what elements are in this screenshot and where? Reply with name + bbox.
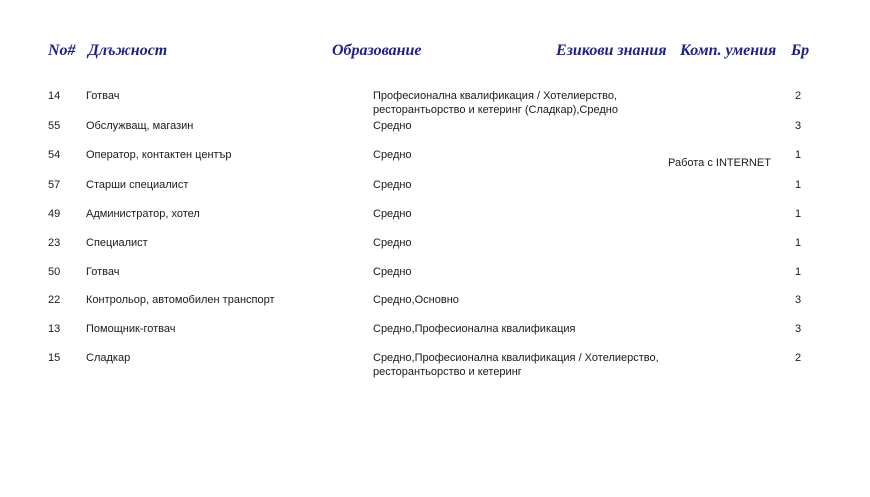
- cell-no: 54: [48, 149, 61, 161]
- cell-count: 1: [795, 237, 802, 249]
- cell-count: 1: [795, 149, 802, 161]
- cell-education: Средно,Професионална квалификация / Хотелиерство, ресторантьорство и кетеринг: [373, 352, 659, 378]
- cell-position: Специалист: [86, 237, 148, 249]
- cell-no: 15: [48, 352, 61, 364]
- cell-position: Готвач: [86, 90, 120, 102]
- cell-education: Средно: [373, 208, 412, 220]
- cell-education: Средно,Професионална квалификация: [373, 323, 576, 335]
- column-header-computer-skills: Комп. умения: [680, 42, 777, 59]
- column-header-position: Длъжност: [88, 42, 168, 59]
- cell-education: Средно: [373, 237, 412, 249]
- cell-position: Контрольор, автомобилен транспорт: [86, 294, 275, 306]
- cell-position: Администратор, хотел: [86, 208, 200, 220]
- cell-count: 2: [795, 90, 802, 102]
- cell-position: Сладкар: [86, 352, 131, 364]
- cell-education: Средно: [373, 149, 412, 161]
- cell-no: 50: [48, 266, 61, 278]
- column-header-no: No#: [48, 42, 76, 59]
- cell-count: 1: [795, 266, 802, 278]
- cell-no: 23: [48, 237, 61, 249]
- cell-count: 3: [795, 294, 802, 306]
- cell-education: Професионална квалификация / Хотелиерство, ресторантьорство и кетеринг (Сладкар),Средно: [373, 90, 618, 116]
- cell-education: Средно,Основно: [373, 294, 459, 306]
- cell-no: 55: [48, 120, 61, 132]
- cell-no: 49: [48, 208, 61, 220]
- cell-no: 14: [48, 90, 61, 102]
- cell-position: Обслужващ, магазин: [86, 120, 194, 132]
- cell-count: 3: [795, 323, 802, 335]
- cell-education: Средно: [373, 266, 412, 278]
- cell-computer-skills: Работа с INTERNET: [668, 157, 771, 169]
- cell-count: 1: [795, 179, 802, 191]
- cell-count: 1: [795, 208, 802, 220]
- cell-no: 22: [48, 294, 61, 306]
- cell-education: Средно: [373, 120, 412, 132]
- cell-no: 13: [48, 323, 61, 335]
- cell-count: 3: [795, 120, 802, 132]
- cell-position: Старши специалист: [86, 179, 189, 191]
- column-header-count: Бр: [791, 42, 810, 59]
- cell-position: Готвач: [86, 266, 120, 278]
- column-header-education: Образование: [332, 42, 422, 59]
- cell-count: 2: [795, 352, 802, 364]
- cell-position: Помощник-готвач: [86, 323, 176, 335]
- cell-position: Оператор, контактен център: [86, 149, 232, 161]
- cell-education: Средно: [373, 179, 412, 191]
- column-header-languages: Езикови знания: [556, 42, 667, 59]
- cell-no: 57: [48, 179, 61, 191]
